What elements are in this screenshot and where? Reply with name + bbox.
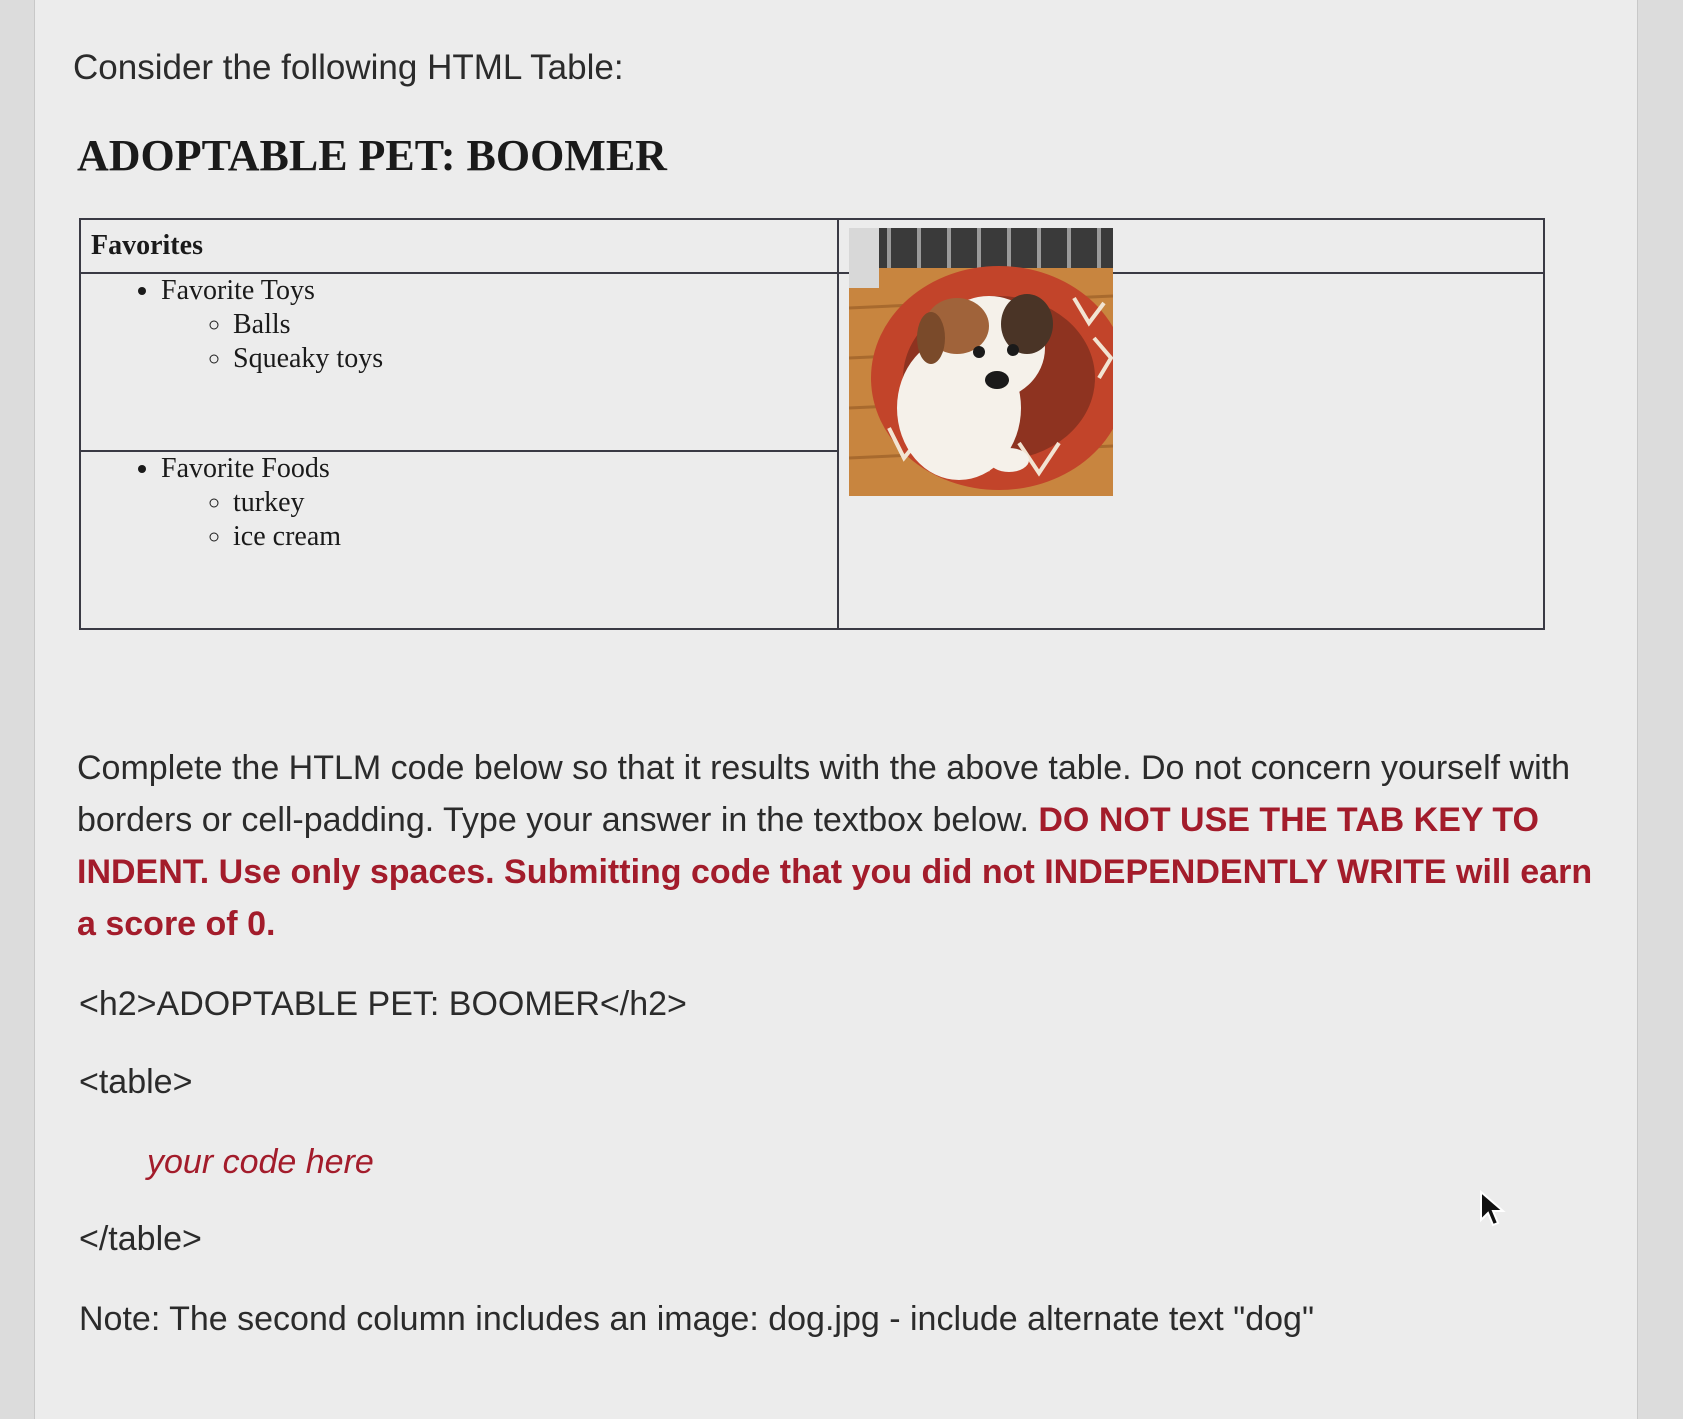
foods-label: Favorite Foods <box>161 453 330 484</box>
header-favorites: Favorites <box>80 219 838 273</box>
pet-table <box>79 218 1545 630</box>
foods-sublist <box>161 486 837 554</box>
code-h2-line: <h2>ADOPTABLE PET: BOOMER</h2> <box>79 985 687 1023</box>
intro-text: Consider the following HTML Table: <box>73 48 624 87</box>
mouse-pointer-icon <box>1478 1190 1508 1230</box>
instructions-text <box>77 742 1617 950</box>
toys-cell <box>80 273 838 451</box>
toys-label: Favorite Toys <box>161 275 315 306</box>
instructions-warning: DO NOT USE THE TAB KEY TO INDENT. Use only spaces. Submitting code that you did not INDEPENDENTLY WRITE will earn a score of 0. <box>77 801 1593 943</box>
list-item <box>161 452 837 554</box>
foods-list <box>81 452 837 554</box>
pet-heading: ADOPTABLE PET: BOOMER <box>77 131 667 180</box>
table-header-row <box>80 219 1544 273</box>
list-item: ◦ ice cream <box>233 520 837 554</box>
code-table-open: <table> <box>79 1063 193 1101</box>
toys-list <box>81 274 837 376</box>
instructions-normal: Complete the HTLM code below so that it results with the above table. Do not concern yourself with borders or cell-padding. Type your answer in the textbox below. <box>77 749 1570 839</box>
code-table-close: </table> <box>79 1220 202 1258</box>
list-item <box>161 274 837 376</box>
note-text: Note: The second column includes an image: dog.jpg - include alternate text "dog" <box>79 1300 1315 1338</box>
foods-cell <box>80 451 838 629</box>
list-item: ◦ Balls <box>233 308 837 342</box>
list-item: ◦ turkey <box>233 486 837 520</box>
table-row <box>80 273 1544 451</box>
question-page <box>34 0 1638 1419</box>
code-placeholder: your code here <box>147 1143 374 1181</box>
picture-cell <box>838 273 1544 629</box>
dog-photo <box>849 228 1113 496</box>
toys-sublist <box>161 308 837 376</box>
list-item: ◦ Squeaky toys <box>233 342 837 376</box>
